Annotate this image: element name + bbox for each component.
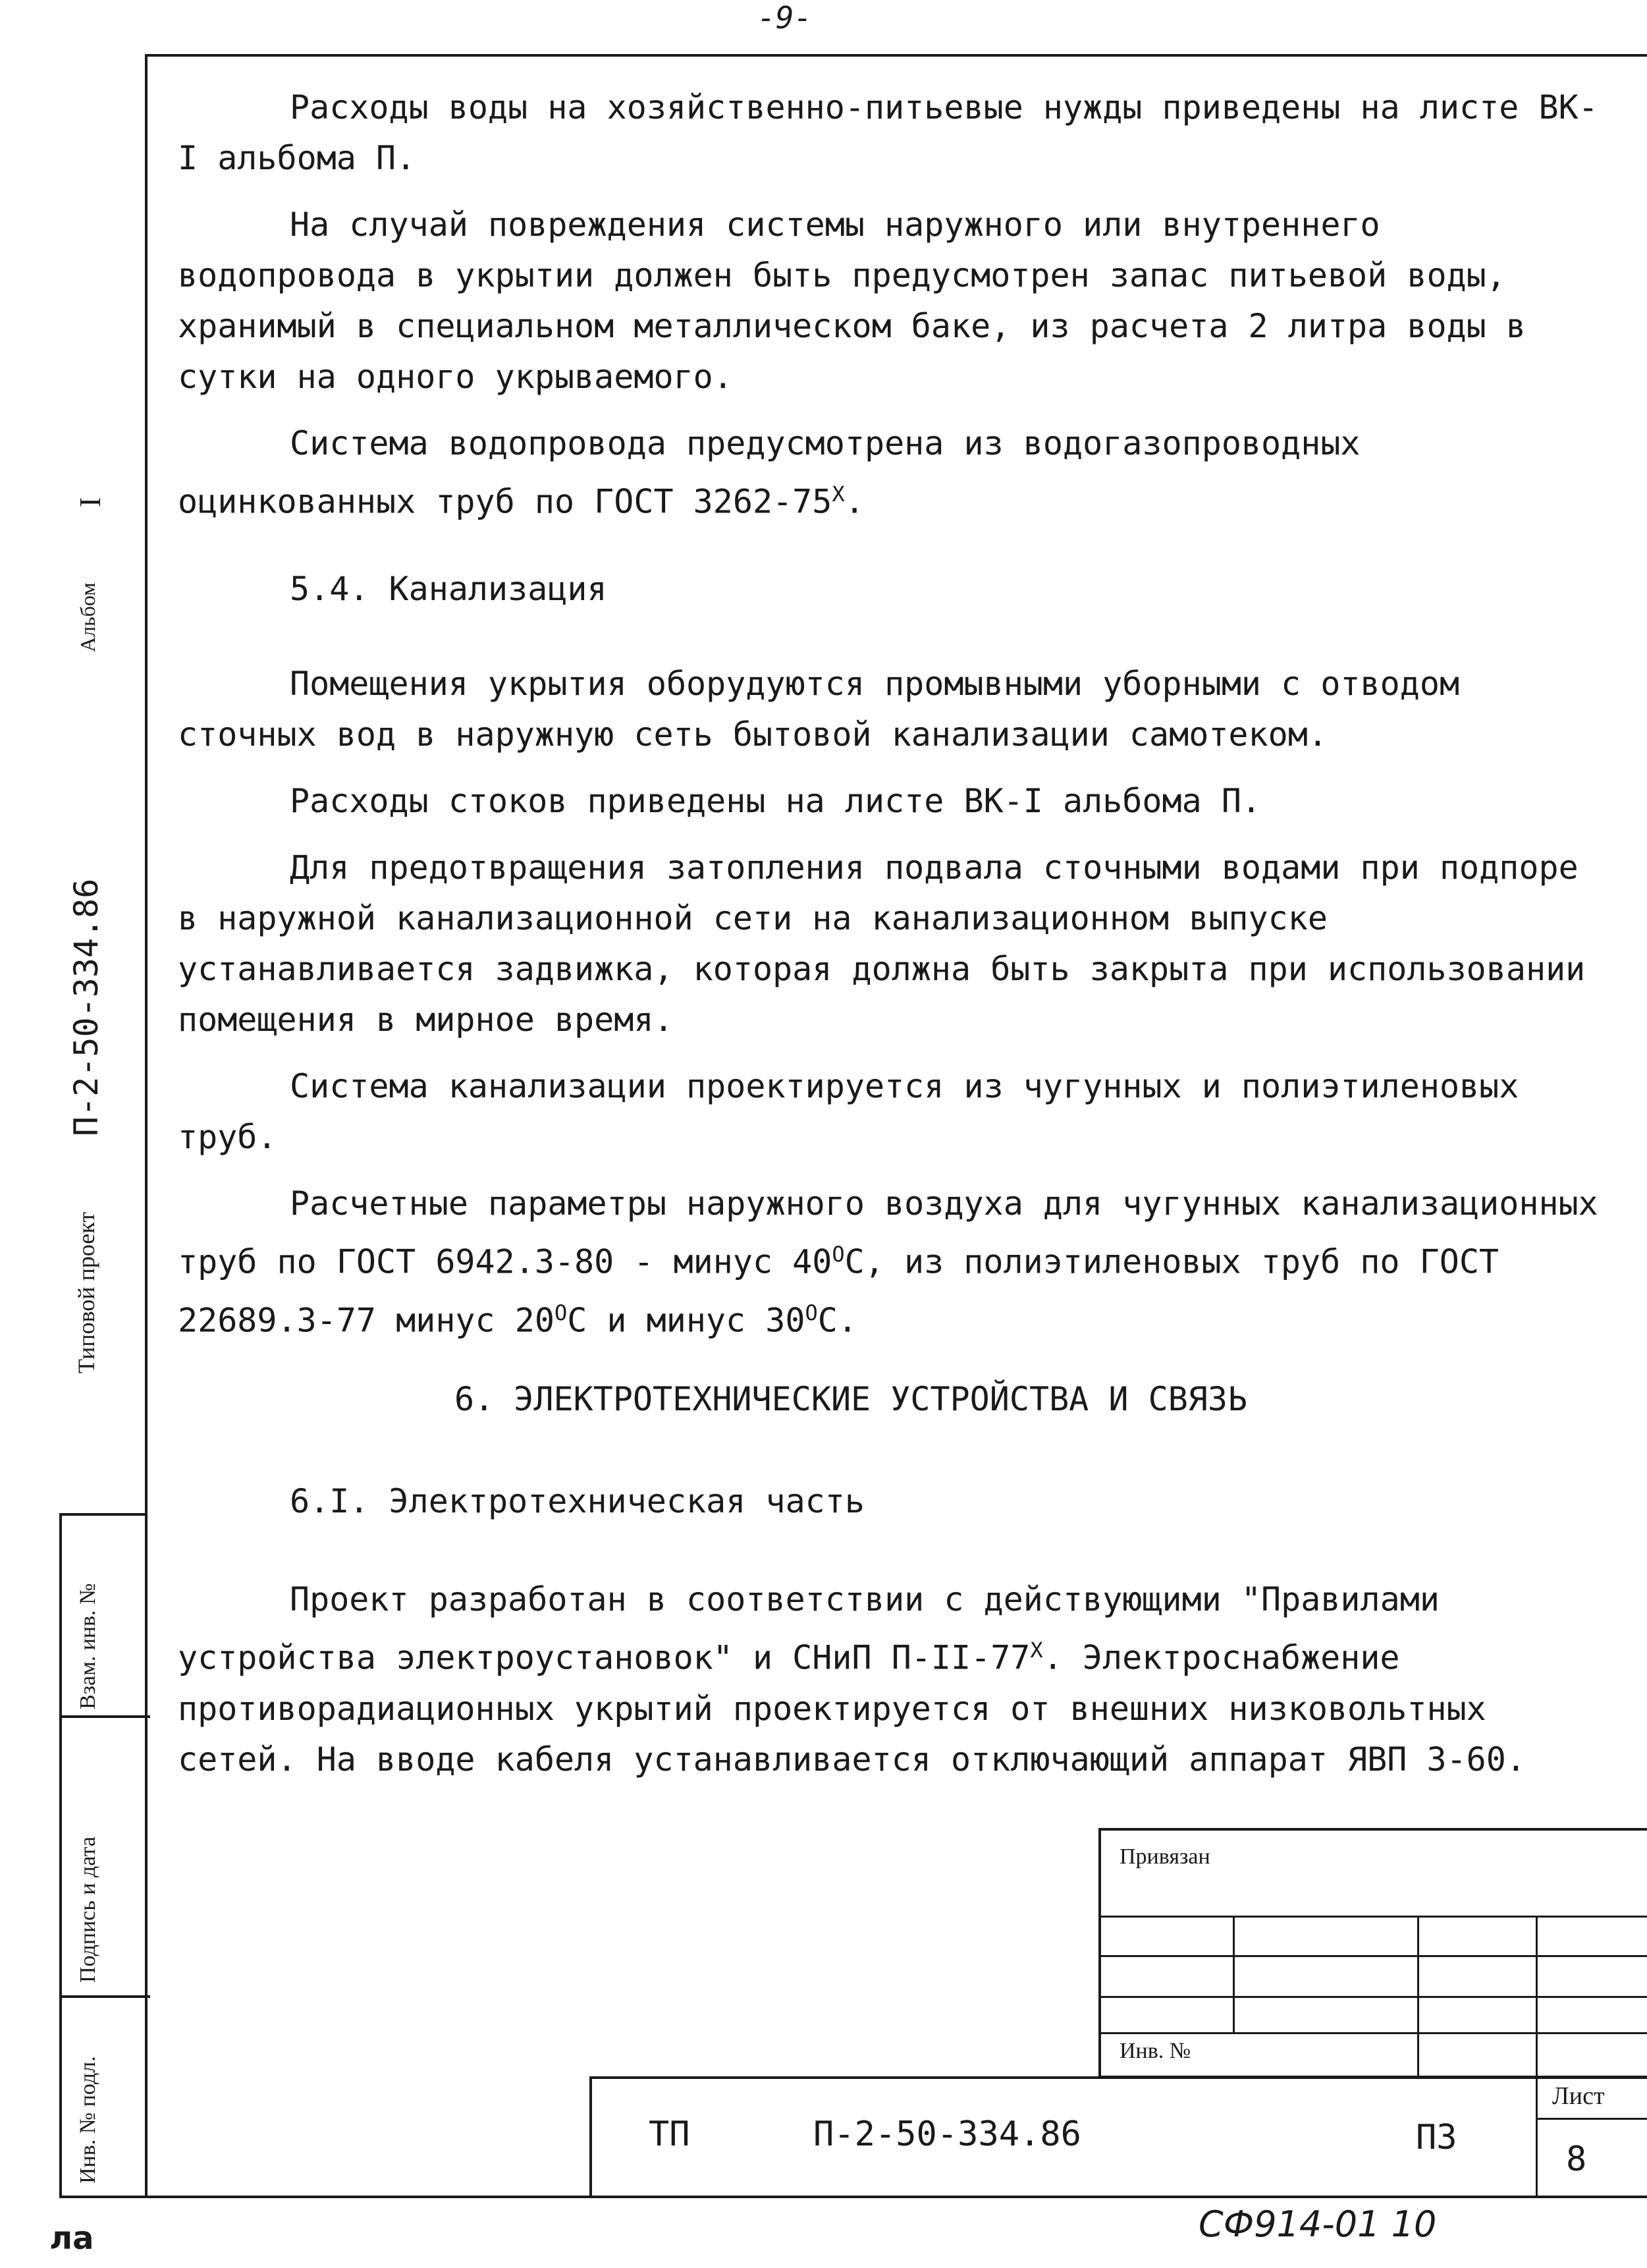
paragraph: Расходы воды на хозяйственно-питьевые нужды приведены на листе ВК-I альбома П. <box>178 88 1598 177</box>
binding-label: Привязан <box>1120 1844 1210 1869</box>
side-cell-vzam-inv: Взам. инв. № <box>76 1583 100 1709</box>
body-block-water <box>178 82 1600 543</box>
project-label: Типовой проект <box>73 1211 99 1373</box>
stamp-col-line <box>1233 1916 1235 2034</box>
project-number: П-2-50-334.86 <box>67 878 105 1136</box>
footer-code: СФ914-01 10 <box>1199 2203 1437 2245</box>
inv-label: Инв. № <box>1120 2039 1191 2063</box>
paragraph-text: Система водопровода предусмотрена из водогазопроводных оцинкованных труб по ГОСТ 3262-75 <box>178 424 1361 521</box>
side-divider <box>62 1995 150 1998</box>
section-heading-6-1: 6.I. Электротехническая часть <box>290 1482 865 1520</box>
stamp-col-line <box>1417 1916 1419 2078</box>
footer-fragment: ла <box>49 2220 94 2257</box>
page-number: -9- <box>757 0 813 36</box>
body-block-electric <box>178 1574 1600 1801</box>
stamp-row-line <box>1098 1955 1647 1957</box>
album-label: Альбом <box>76 582 99 652</box>
body-block-sewer <box>178 659 1600 1362</box>
paragraph: Помещения укрытия оборудуются промывными уборными с отводом сточных вод в наружную сеть бытовой канализации самотеком. <box>178 665 1460 754</box>
document-code: П-2-50-334.86 <box>813 2115 1081 2154</box>
paragraph-temperature: Расчетные параметры наружного воздуха для чугунных канализационных труб по ГОСТ 6942.3-80 - минус $40^OС$, из полиэтиленовых труб по ГОСТ 22689.3-77 минус $20^OС$ и минус $30^OС$. <box>178 1184 1598 1340</box>
side-cell-inv-podl: Инв. № подл. <box>76 2056 100 2184</box>
stamp-col-line <box>1536 1916 1538 2078</box>
section-heading-6: 6. ЭЛЕКТРОТЕХНИЧЕСКИЕ УСТРОЙСТВА И СВЯЗЬ <box>454 1380 1248 1418</box>
stamp-row-line <box>1098 1916 1647 1918</box>
sheet-number: 8 <box>1566 2140 1587 2179</box>
side-divider <box>62 1715 150 1718</box>
paragraph: Система водопровода предусмотрена из водогазопроводных оцинкованных труб по ГОСТ $3262-75^X$. <box>178 424 1361 521</box>
frame-top-border <box>145 54 1647 57</box>
paragraph: Для предотвращения затопления подвала сточными водами при подпоре в наружной канализационной сети на канализационном выпуске устанавливается задвижка, которая должна быть закрыта при использовании помещения в мирное время. <box>178 848 1586 1039</box>
stamp-col-line <box>1536 2076 1538 2198</box>
paragraph-project: Проект разработан в соответствии с действующими "Правилами устройства электроустановок" и СНиП $П-II-77^X$. Электроснабжение противорадиационных укрытий проектируется от внешних низковольтных сетей. На вводе кабеля устанавливается отключающий аппарат ЯВП 3-60. <box>178 1580 1526 1779</box>
album-number: I <box>73 497 107 507</box>
paragraph: Расходы стоков приведены на листе ВК-I альбома П. <box>290 782 1262 820</box>
tp-label: ТП <box>649 2115 690 2154</box>
side-cell-podpis-data: Подпись и дата <box>76 1837 100 1983</box>
paragraph: На случай повреждения системы наружного или внутреннего водопровода в укрытии должен быть предусмотрен запас питьевой воды, хранимый в специальном металлическом баке, из расчета 2 литра воды в сутки на одного укрываемого. <box>178 206 1526 396</box>
title-stamp <box>589 2076 1647 2198</box>
section-heading-5-4: 5.4. Канализация <box>290 570 607 608</box>
sheet-label: Лист <box>1552 2082 1605 2110</box>
superscript-x: X <box>832 482 845 507</box>
paragraph: Система канализации проектируется из чугунных и полиэтиленовых труб. <box>178 1067 1519 1156</box>
stamp-row-line <box>1098 1996 1647 1998</box>
pz-label: ПЗ <box>1416 2118 1457 2157</box>
stamp-row-line <box>1098 2032 1647 2034</box>
stamp-row-line <box>1536 2118 1647 2120</box>
side-stamp <box>59 1513 148 2198</box>
